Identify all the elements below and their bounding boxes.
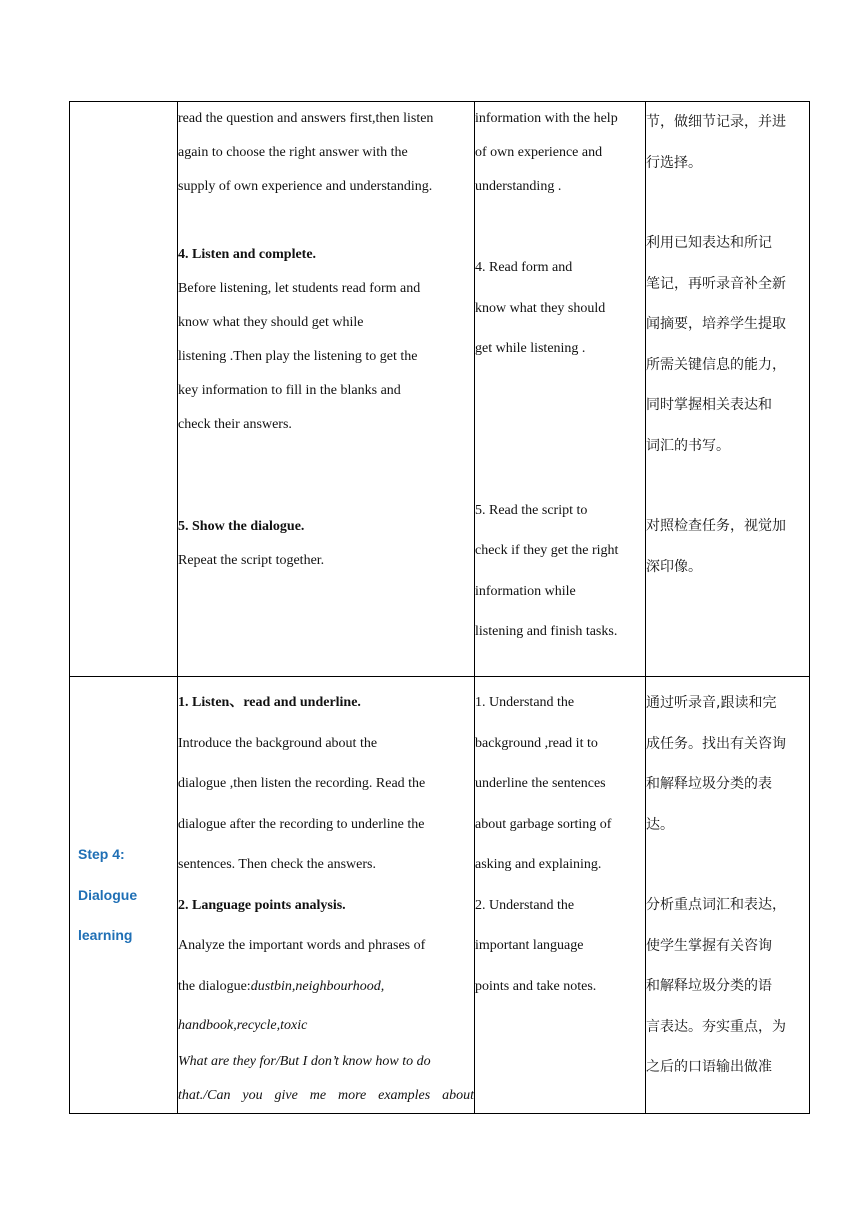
intent-text: 之后的口语输出做准 [646,1059,772,1075]
activity-text: key information to fill in the blanks and [178,383,401,398]
student-activity-cell [475,102,646,677]
student-activity-cell [475,677,646,1114]
lesson-plan-table [69,101,810,1114]
activity-text: supply of own experience and understanding. [178,179,433,194]
activity-text: again to choose the right answer with the [178,145,408,160]
activity-text: important language [475,938,584,953]
item-heading: 4. Listen and complete. [178,247,317,262]
activity-text: Analyze the important words and phrases of [178,938,426,953]
vocab-words: dustbin,neighbourhood, [250,978,385,994]
spacer [646,183,809,223]
intent-text: 节，做细节记录，并进 [646,114,786,130]
intent-text: 利用已知表达和所记 [646,235,772,251]
intent-text: 分析重点词汇和表达， [646,897,786,913]
design-intent-cell [646,677,810,1114]
step-label: Dialogue [78,886,138,903]
activity-text [178,967,474,1008]
activity-text: of own experience and [475,145,603,160]
spacer [475,370,645,491]
activity-text: know what they should get while [178,315,364,330]
item-heading: 5. Show the dialogue. [178,519,305,534]
activity-text: 1. Understand the [475,695,575,710]
activity-text: read the question and answers first,then listen [178,111,434,126]
activity-text: know what they should [475,300,606,316]
key-phrases: that./Can you give me more examples about [178,1088,474,1103]
step-cell [70,677,178,1114]
activity-text: 5. Read the script to [475,502,588,518]
activity-text-prefix: the dialogue: [178,978,251,994]
intent-text: 所需关键信息的能力， [646,356,786,373]
activity-text: get while listening . [475,341,586,356]
intent-text: 成任务。找出有关咨询 [646,735,786,752]
item-heading: 2. Language points analysis. [178,897,346,913]
activity-text: asking and explaining. [475,857,602,872]
intent-text: 对照检查任务，视觉加 [646,518,786,534]
activity-text: information with the help [475,111,618,126]
activity-text: check their answers. [178,417,292,432]
intent-text: 深印像。 [646,558,702,575]
activity-text: information while [475,583,576,599]
activity-text: listening .Then play the listening to get the [178,349,418,364]
activity-text: check if they get the right [475,543,619,558]
spacer [178,442,474,510]
activity-text: dialogue after the recording to underline the [178,816,425,832]
spacer [646,466,809,506]
design-intent-cell [646,102,810,677]
activity-text: understanding . [475,179,562,194]
activity-text: sentences. Then check the answers. [178,857,376,872]
spacer [178,204,474,238]
table-row [70,102,810,677]
activity-text: 2. Understand the [475,897,575,913]
step-label: learning [78,927,133,944]
spacer [646,845,809,885]
activity-text: about garbage sorting of [475,816,612,832]
step-cell-empty [70,102,178,677]
intent-text: 同时掌握相关表达和 [646,397,772,413]
activity-text: Repeat the script together. [178,553,325,568]
activity-text: listening and finish tasks. [475,624,618,639]
activity-text: Before listening, let students read form and [178,281,421,296]
intent-text: 闻摘要，培养学生提取 [646,316,786,332]
item-heading: 1. Listen、read and underline. [178,695,361,710]
intent-text: 和解释垃圾分类的语 [646,978,772,994]
spacer [475,204,645,248]
activity-text: Introduce the background about the [178,735,378,751]
activity-text: points and take notes. [475,978,597,994]
intent-text: 通过听录音,跟读和完 [646,695,777,711]
intent-text: 使学生掌握有关咨询 [646,937,772,954]
teacher-activity-cell [178,677,475,1114]
table-row [70,677,810,1114]
intent-text: 词汇的书写。 [646,437,730,454]
intent-text: 达。 [646,816,674,833]
intent-text: 笔记，再听录音补全新 [646,275,786,292]
activity-text: 4. Read form and [475,260,573,275]
intent-text: 和解释垃圾分类的表 [646,776,772,792]
vocab-words: handbook,recycle,toxic [178,1018,308,1033]
activity-text: dialogue ,then listen the recording. Read the [178,776,426,791]
teacher-activity-cell [178,102,475,677]
activity-text: background ,read it to [475,735,598,751]
key-phrases: What are they for/But I don’t know how to do [178,1054,431,1069]
step-label: Step 4: [78,846,125,863]
intent-text: 言表达。夯实重点，为 [646,1018,786,1035]
activity-text: underline the sentences [475,776,606,791]
intent-text: 行选择。 [646,154,702,171]
